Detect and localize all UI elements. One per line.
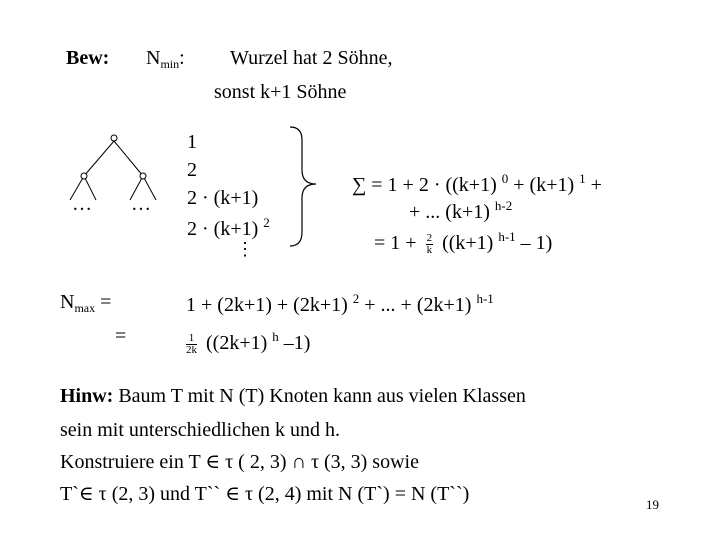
proof-label: Bew: — [66, 47, 110, 69]
nmax-line-1-part-b: + ... + (2k+1) — [364, 294, 472, 316]
hint-line-2: sein mit unterschiedlichen k und h. — [60, 419, 340, 441]
nmax-equals-2: = — [115, 325, 127, 347]
tree-node — [140, 173, 146, 179]
right-brace — [290, 127, 316, 246]
sum-line-1 — [352, 172, 602, 195]
fraction-2-over-k — [426, 233, 434, 256]
tree-ellipsis-right: … — [131, 193, 151, 215]
tree-node — [81, 173, 87, 179]
hint-line-1 — [60, 386, 526, 406]
level-1: 1 — [187, 131, 197, 153]
hint-line-3: Konstruiere ein T ∈ τ ( 2, 3) ∩ τ (3, 3) sowie — [60, 451, 419, 473]
nmax-term — [60, 292, 111, 314]
level-2: 2 — [187, 159, 197, 181]
level-3: 2 · (k+1) — [187, 187, 259, 209]
nmin-subscript: min — [160, 57, 180, 71]
tree-edge — [114, 141, 143, 176]
sum-line-1-part-a: ∑ = 1 + 2 · ((k+1) — [352, 174, 497, 196]
hint-label: Hinw: — [60, 385, 114, 407]
nmax-line-2 — [186, 330, 310, 356]
fraction-1-over-2k — [186, 333, 197, 356]
sum-line-1-plus: + — [590, 174, 602, 196]
tree-edge — [84, 141, 114, 176]
nmax-equals: = — [100, 291, 112, 313]
page-number: 19 — [646, 497, 659, 512]
header-line-1: Wurzel hat 2 Söhne, — [230, 47, 393, 69]
nmax-line-2-exponent: h — [272, 329, 279, 344]
level-4 — [187, 216, 270, 239]
hint-line-4: T`∈ τ (2, 3) und T`` ∈ τ (2, 4) mit N (T`) = N (T``) — [60, 483, 470, 505]
sum-line-2-exponent: h-2 — [494, 198, 513, 213]
fraction-numerator: 1 — [186, 333, 197, 345]
tree-ellipsis-left: … — [72, 193, 92, 215]
nmax-subscript: max — [74, 301, 96, 315]
tree-root-node — [111, 135, 117, 141]
header-line-2: sonst k+1 Söhne — [214, 81, 347, 103]
sum-line-3-part-c: – 1) — [520, 232, 553, 254]
sum-line-3-part-b: ((k+1) — [442, 232, 494, 254]
vertical-dots: ⋮ — [236, 239, 254, 259]
nmin-symbol: N — [146, 47, 161, 69]
hint-line-1-text: Baum T mit N (T) Knoten kann aus vielen Klassen — [118, 385, 526, 407]
nmin-colon: : — [179, 47, 185, 69]
level-4-exponent: 2 — [263, 215, 270, 230]
sum-line-3-exponent: h-1 — [498, 229, 516, 244]
sum-line-1-part-b: + (k+1) — [513, 174, 575, 196]
fraction-numerator: 2 — [426, 232, 433, 244]
nmax-line-1-part-a: 1 + (2k+1) + (2k+1) — [186, 294, 348, 316]
sum-line-1-exponent-1: 1 — [579, 171, 586, 186]
fraction-denominator: 2k — [186, 344, 197, 356]
nmax-line-1-exponent-h-1: h-1 — [476, 291, 494, 306]
sum-line-2 — [409, 199, 512, 222]
level-4-base: 2 · (k+1) — [187, 218, 259, 240]
nmax-symbol: N — [60, 291, 75, 313]
sum-line-3 — [374, 230, 552, 256]
sum-line-1-exponent-0: 0 — [501, 171, 509, 186]
nmax-line-1 — [186, 292, 494, 315]
nmax-line-2-part-b: –1) — [283, 332, 311, 354]
nmax-line-1-exponent-2: 2 — [352, 291, 360, 306]
sum-line-3-part-a: = 1 + — [374, 232, 417, 254]
nmax-line-2-part-a: ((2k+1) — [206, 332, 268, 354]
sum-line-2-part-a: + ... (k+1) — [409, 201, 490, 223]
fraction-denominator: k — [426, 244, 433, 256]
